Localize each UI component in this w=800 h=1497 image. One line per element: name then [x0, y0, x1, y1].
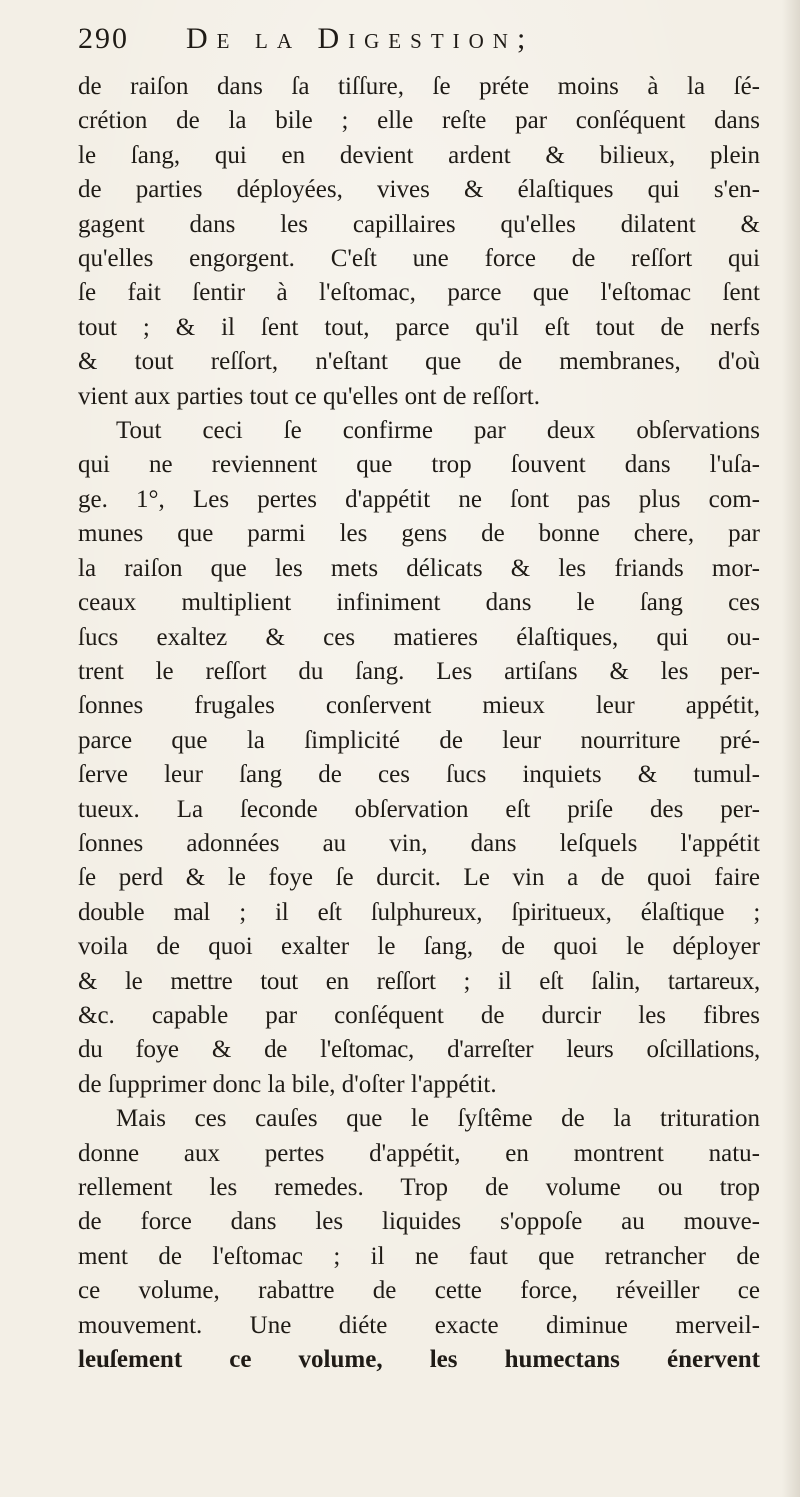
text-line: & tout reſſort, n'eſtant que de membranes, d'où [78, 348, 760, 376]
text-line: ment de l'eſtomac ; il ne faut que retrancher de [78, 1242, 760, 1270]
text-line: ge. 1°, Les pertes d'appétit ne ſont pas plus com- [78, 485, 760, 513]
running-head [78, 22, 760, 68]
text-line: & le mettre tout en reſſort ; il eſt ſalin, tartareux, [78, 967, 760, 995]
text-line: de ſupprimer donc la bile, d'oſter l'appétit. [78, 1070, 497, 1098]
text-line: munes que parmi les gens de bonne chere, par [78, 520, 760, 548]
page-number: 290 [78, 22, 129, 55]
text-line: qui ne reviennent que trop ſouvent dans l'uſa- [78, 451, 760, 479]
text-line: leuſement ce volume, les humectans énervent [78, 1346, 760, 1374]
text-line: tout ; & il ſent tout, parce qu'il eſt tout de nerfs [78, 313, 760, 341]
text-line: gagent dans les capillaires qu'elles dilatent & [78, 210, 760, 238]
text-line: ſerve leur ſang de ces ſucs inquiets & tumul- [78, 761, 760, 789]
paragraph-start-line: Mais ces cauſes que le ſyſtême de la trituration [116, 1105, 760, 1133]
text-line: ceaux multiplient infiniment dans le ſang ces [78, 589, 760, 617]
text-line: ſonnes adonnées au vin, dans leſquels l'appétit [78, 829, 760, 857]
text-line: ſe perd & le foye ſe durcit. Le vin a de quoi faire [78, 864, 760, 892]
paragraph-start-line: Tout ceci ſe confirme par deux obſervations [116, 417, 760, 445]
text-line: qu'elles engorgent. C'eſt une force de reſſort qui [78, 245, 760, 273]
text-line: de raiſon dans ſa tiſſure, ſe préte moins à la ſé- [78, 73, 760, 100]
text-line: du foye & de l'eſtomac, d'arreſter leurs oſcillations, [78, 1036, 760, 1064]
text-line: ce volume, rabattre de cette force, réveiller ce [78, 1277, 760, 1305]
text-line: trent le reſſort du ſang. Les artiſans & les per- [78, 657, 760, 685]
text-line: parce que la ſimplicité de leur nourriture pré- [78, 726, 760, 754]
text-line: voila de quoi exalter le ſang, de quoi le déployer [78, 933, 760, 961]
text-line: ſonnes frugales conſervent mieux leur appétit, [78, 692, 760, 720]
text-line: ſe fait ſentir à l'eſtomac, parce que l'eſtomac ſent [78, 279, 760, 307]
text-line: crétion de la bile ; elle reſte par conſéquent dans [78, 107, 760, 135]
text-line: ſucs exaltez & ces matieres élaſtiques, qui ou- [78, 623, 760, 651]
text-line: tueux. La ſeconde obſervation eſt priſe des per- [78, 795, 760, 823]
text-line: de parties déployées, vives & élaſtiques qui s'en- [78, 176, 760, 204]
text-line: rellement les remedes. Trop de volume ou trop [78, 1174, 760, 1201]
running-head-title: De la Digestion; [186, 22, 535, 55]
text-line: vient aux parties tout ce qu'elles ont de reſſort. [78, 382, 540, 410]
text-line: le ſang, qui en devient ardent & bilieux, plein [78, 141, 760, 169]
text-line: donne aux pertes d'appétit, en montrent natu- [78, 1139, 760, 1167]
text-line: de force dans les liquides s'oppoſe au mouve- [78, 1208, 760, 1236]
text-line: la raiſon que les mets délicats & les friands mor- [78, 554, 760, 582]
text-line: mouvement. Une diéte exacte diminue merveil- [78, 1311, 760, 1339]
body-text [78, 70, 760, 1377]
text-line: &c. capable par conſéquent de durcir les fibres [78, 1001, 760, 1029]
text-line: double mal ; il eſt ſulphureux, ſpiritueux, élaſtique ; [78, 898, 760, 926]
